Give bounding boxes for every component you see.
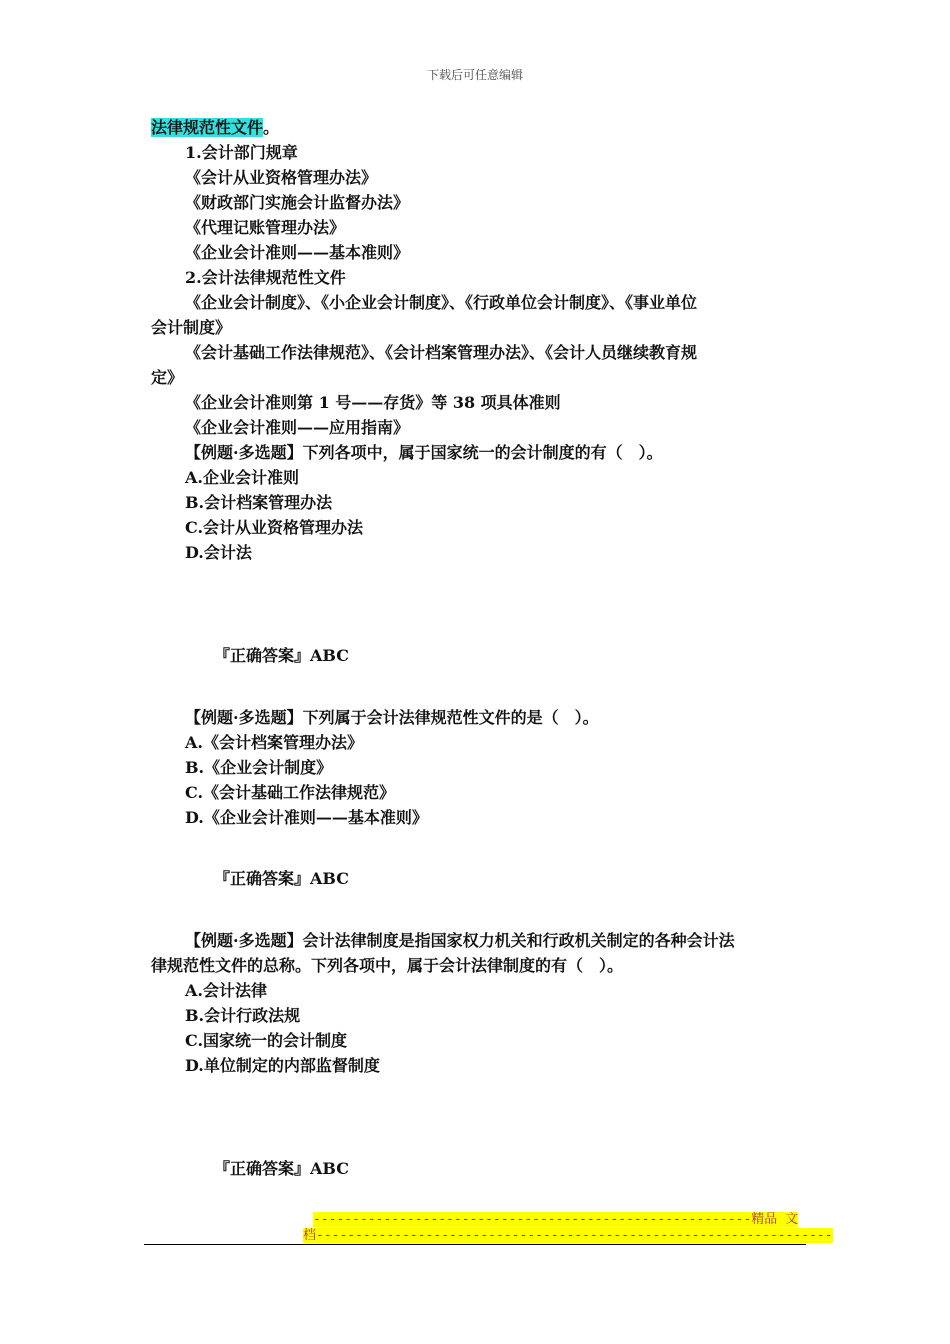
question1-option: D.会计法 bbox=[185, 543, 252, 562]
section1-item: 《财政部门实施会计监督办法》 bbox=[185, 193, 410, 212]
footer-divider bbox=[144, 1244, 806, 1245]
section2-title: 2.会计法律规范性文件 bbox=[185, 268, 346, 287]
section2-item: 《企业会计准则第 1 号——存货》等 38 项具体准则 bbox=[185, 393, 561, 412]
section2-item-cont: 会计制度》 bbox=[151, 318, 232, 337]
footer-line-2 bbox=[303, 1228, 833, 1244]
highlighted-term: 法律规范性文件 bbox=[151, 118, 264, 137]
section1-item: 《企业会计准则——基本准则》 bbox=[185, 243, 410, 262]
section2-item: 《会计基础工作法律规范》、《会计档案管理办法》、《会计人员继续教育规 bbox=[185, 343, 698, 362]
question1-option: A.企业会计准则 bbox=[185, 468, 299, 487]
section2-item: 《企业会计制度》、《小企业会计制度》、《行政单位会计制度》、《事业单位 bbox=[185, 293, 698, 312]
question3-option: B.会计行政法规 bbox=[185, 1006, 301, 1025]
question3-stem-cont: 律规范性文件的总称。下列各项中，属于会计法律制度的有（ ）。 bbox=[151, 956, 624, 975]
section1-item: 《会计从业资格管理办法》 bbox=[185, 168, 378, 187]
question2-option: C.《会计基础工作法律规范》 bbox=[185, 783, 396, 802]
question2-option: B.《企业会计制度》 bbox=[185, 758, 333, 777]
page-header: 下载后可任意编辑 bbox=[426, 68, 523, 82]
section1-title: 1.会计部门规章 bbox=[185, 143, 298, 162]
question2-option: A.《会计档案管理办法》 bbox=[185, 733, 363, 752]
question3-stem: 【例题·多选题】会计法律制度是指国家权力机关和行政机关制定的各种会计法 bbox=[185, 931, 735, 950]
question3-answer: 『正确答案』ABC bbox=[214, 1159, 349, 1178]
footer-text-1: --------------------------------------------------------精品 文 bbox=[313, 1212, 799, 1227]
question1-answer: 『正确答案』ABC bbox=[214, 646, 349, 665]
question1-stem: 【例题·多选题】下列各项中，属于国家统一的会计制度的有（ ）。 bbox=[185, 443, 663, 462]
question3-option: A.会计法律 bbox=[185, 981, 267, 1000]
question1-option: C.会计从业资格管理办法 bbox=[185, 518, 364, 537]
question1-option: B.会计档案管理办法 bbox=[185, 493, 333, 512]
question2-answer: 『正确答案』ABC bbox=[214, 869, 349, 888]
section1-item: 《代理记账管理办法》 bbox=[185, 218, 346, 237]
intro-punct: 。 bbox=[263, 118, 280, 137]
intro-line bbox=[151, 116, 279, 140]
footer-line-1 bbox=[313, 1212, 799, 1228]
footer-text-2: 档------------------------------------------------------------------ bbox=[303, 1228, 833, 1243]
question2-option: D.《企业会计准则——基本准则》 bbox=[185, 808, 428, 827]
question3-option: D.单位制定的内部监督制度 bbox=[185, 1056, 380, 1075]
section2-item: 《企业会计准则——应用指南》 bbox=[185, 418, 410, 437]
section2-item-cont: 定》 bbox=[151, 368, 184, 387]
question3-option: C.国家统一的会计制度 bbox=[185, 1031, 348, 1050]
question2-stem: 【例题·多选题】下列属于会计法律规范性文件的是（ ）。 bbox=[185, 708, 599, 727]
